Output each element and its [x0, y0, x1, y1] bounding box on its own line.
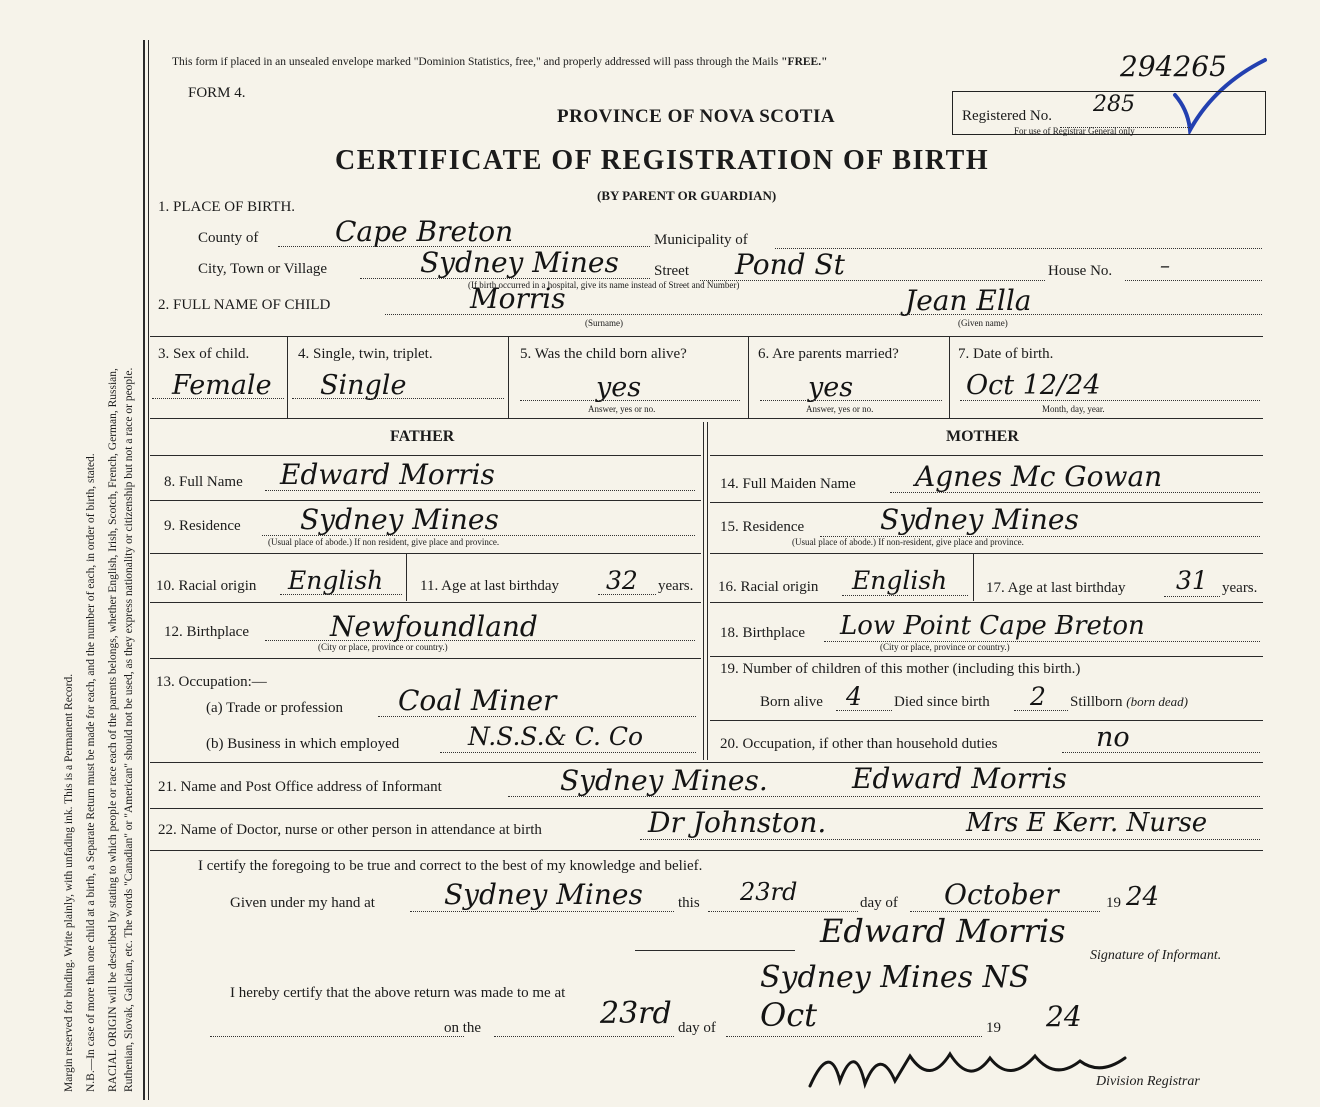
child-name-label: 2. FULL NAME OF CHILD	[158, 297, 331, 313]
died-label: Died since birth	[894, 694, 990, 710]
city-value: Sydney Mines	[420, 246, 619, 279]
child-given-value: Jean Ella	[905, 284, 1032, 317]
attendant-nurse-value: Mrs E Kerr. Nurse	[966, 808, 1208, 838]
father-age-unit: years.	[658, 578, 694, 594]
hospital-note: (If birth occurred in a hospital, give its name instead of Street and Number)	[468, 280, 740, 290]
registrar-place-value: Sydney Mines NS	[760, 960, 1030, 995]
city-label: City, Town or Village	[198, 261, 328, 277]
attendant-label: 22. Name of Doctor, nurse or other person in attendance at birth	[158, 822, 542, 838]
stillborn-label: Stillborn (born dead)	[1070, 694, 1189, 710]
father-business-label: (b) Business in which employed	[206, 736, 400, 752]
mother-birthplace-caption: (City or place, province or country.)	[880, 642, 1010, 652]
alive-caption: Answer, yes or no.	[588, 404, 656, 414]
registered-label: Registered No.	[962, 108, 1052, 124]
street-value: Pond St	[735, 248, 845, 281]
mother-residence-value: Sydney Mines	[880, 503, 1079, 536]
cert-day-label: day of	[860, 895, 898, 911]
informant-label: 21. Name and Post Office address of Informant	[158, 779, 442, 795]
cert-day-value: 23rd	[740, 878, 798, 906]
father-name-value: Edward Morris	[280, 458, 495, 491]
margin-note-multiple-births: N.B.—In case of more than one child at a birth, a Separate Return must be made for each, and the number of each, in order of birth, stated.	[85, 453, 97, 1092]
municipality-label: Municipality of	[654, 232, 748, 248]
place-of-birth-label: 1. PLACE OF BIRTH.	[158, 199, 296, 215]
given-place-value: Sydney Mines	[444, 878, 643, 911]
father-trade-label: (a) Trade or profession	[206, 700, 344, 716]
mother-name-value: Agnes Mc Gowan	[915, 460, 1163, 493]
street-label: Street	[654, 263, 689, 279]
binding-rule-inner	[148, 40, 149, 1100]
alive-value: yes	[596, 372, 642, 403]
father-name-label: 8. Full Name	[164, 474, 243, 490]
cert-year-value: 24	[1126, 882, 1160, 912]
county-label: County of	[198, 230, 259, 246]
cert-month-value: October	[944, 878, 1059, 911]
registrar-day-value: 23rd	[600, 996, 672, 1031]
postal-notice: This form if placed in an unsealed envelope marked "Dominion Statistics, free," and properly addressed will pass through the Mails "FREE."	[172, 56, 828, 68]
father-birthplace-caption: (City or place, province or country.)	[318, 642, 448, 652]
mother-heading: MOTHER	[946, 428, 1019, 445]
father-residence-caption: (Usual place of abode.) If non resident, give place and province.	[268, 537, 500, 547]
certificate-title: CERTIFICATE OF REGISTRATION OF BIRTH	[335, 145, 990, 176]
mother-occupation-value: no	[1096, 722, 1130, 753]
stamp-number: 294265	[1120, 50, 1227, 83]
dob-caption: Month, day, year.	[1042, 404, 1105, 414]
registrar-day-label: day of	[678, 1020, 716, 1036]
father-residence-label: 9. Residence	[164, 518, 241, 534]
informant-address-value: Sydney Mines.	[560, 764, 768, 797]
county-value: Cape Breton	[335, 215, 514, 248]
registered-value: 285	[1093, 92, 1135, 117]
born-alive-value: 4	[846, 682, 862, 711]
mother-residence-label: 15. Residence	[720, 519, 805, 535]
certification-statement: I certify the foregoing to be true and correct to the best of my knowledge and belief.	[198, 858, 703, 874]
sex-label: 3. Sex of child.	[158, 346, 250, 362]
child-surname-value: Morris	[470, 282, 566, 315]
died-value: 2	[1030, 682, 1046, 711]
father-trade-value: Coal Miner	[398, 684, 557, 717]
married-value: yes	[808, 372, 854, 403]
mother-age-unit: years.	[1222, 580, 1258, 596]
father-residence-value: Sydney Mines	[300, 503, 499, 536]
mother-age-value: 31	[1176, 566, 1208, 595]
registrar-month-value: Oct	[760, 996, 818, 1034]
mother-age-label: 17. Age at last birthday	[986, 580, 1126, 596]
married-label: 6. Are parents married?	[758, 346, 899, 362]
registrar-statement: I hereby certify that the above return was made to me at	[230, 985, 566, 1001]
sex-value: Female	[172, 370, 272, 401]
registrar-year-prefix: 19	[986, 1020, 1001, 1036]
father-heading: FATHER	[390, 428, 455, 445]
plurality-value: Single	[320, 370, 407, 401]
mother-racial-label: 16. Racial origin	[718, 579, 819, 595]
born-alive-label: Born alive	[760, 694, 823, 710]
married-caption: Answer, yes or no.	[806, 404, 874, 414]
surname-caption: (Surname)	[585, 318, 623, 328]
registrar-signature	[800, 1036, 1140, 1096]
father-occupation-label: 13. Occupation:—	[156, 674, 267, 690]
signature-caption: Signature of Informant.	[1090, 948, 1222, 963]
father-birthplace-label: 12. Birthplace	[164, 624, 249, 640]
margin-note-racial-origin: RACIAL ORIGIN will be described by stating to which people or race each of the parents belongs, whether English, Irish, Scotch, French, German, Russian,	[107, 368, 119, 1092]
certificate-subtitle: (BY PARENT OR GUARDIAN)	[597, 188, 777, 203]
margin-note-racial-origin-2: Ruthenian, Slovak, Galician, etc. The words "Canadian" or "American" should not be used, as they express nationality or citizenship but not a race or people.	[123, 367, 135, 1092]
registrar-note: For use of Registrar General only	[1014, 126, 1135, 136]
father-racial-label: 10. Racial origin	[156, 578, 257, 594]
mother-birthplace-value: Low Point Cape Breton	[840, 611, 1145, 641]
alive-label: 5. Was the child born alive?	[520, 346, 687, 362]
mother-birthplace-label: 18. Birthplace	[720, 625, 805, 641]
this-label: this	[678, 895, 700, 911]
informant-signature: Edward Morris	[820, 912, 1066, 950]
house-value: –	[1160, 253, 1170, 277]
mother-name-label: 14. Full Maiden Name	[720, 476, 856, 492]
father-business-value: N.S.S.& C. Co	[468, 722, 644, 751]
dob-label: 7. Date of birth.	[958, 346, 1054, 362]
margin-note-binding: Margin reserved for binding. Write plainly, with unfading ink. This is a Permanent Record.	[63, 673, 75, 1092]
father-age-label: 11. Age at last birthday	[420, 578, 559, 594]
mother-occupation-label: 20. Occupation, if other than household duties	[720, 736, 998, 752]
dob-value: Oct 12/24	[966, 370, 1101, 401]
division-registrar-caption: Division Registrar	[1096, 1074, 1200, 1089]
father-age-value: 32	[606, 566, 638, 595]
given-label: Given under my hand at	[230, 895, 375, 911]
father-birthplace-value: Newfoundland	[330, 610, 538, 643]
on-the-label: on the	[444, 1020, 482, 1036]
given-caption: (Given name)	[958, 318, 1008, 328]
cert-year-prefix: 19	[1106, 895, 1121, 911]
binding-rule	[143, 40, 145, 1100]
registrar-year-value: 24	[1046, 1000, 1082, 1033]
house-label: House No.	[1048, 263, 1113, 279]
province-heading: PROVINCE OF NOVA SCOTIA	[557, 106, 836, 127]
plurality-label: 4. Single, twin, triplet.	[298, 346, 433, 362]
mother-residence-caption: (Usual place of abode.) If non-resident, give place and province.	[792, 537, 1024, 547]
form-number: FORM 4.	[188, 85, 246, 101]
father-racial-value: English	[288, 566, 384, 595]
attendant-doctor-value: Dr Johnston.	[648, 806, 827, 839]
mother-children-label: 19. Number of children of this mother (including this birth.)	[720, 661, 1081, 677]
informant-name-value: Edward Morris	[852, 762, 1067, 795]
mother-racial-value: English	[852, 566, 948, 595]
